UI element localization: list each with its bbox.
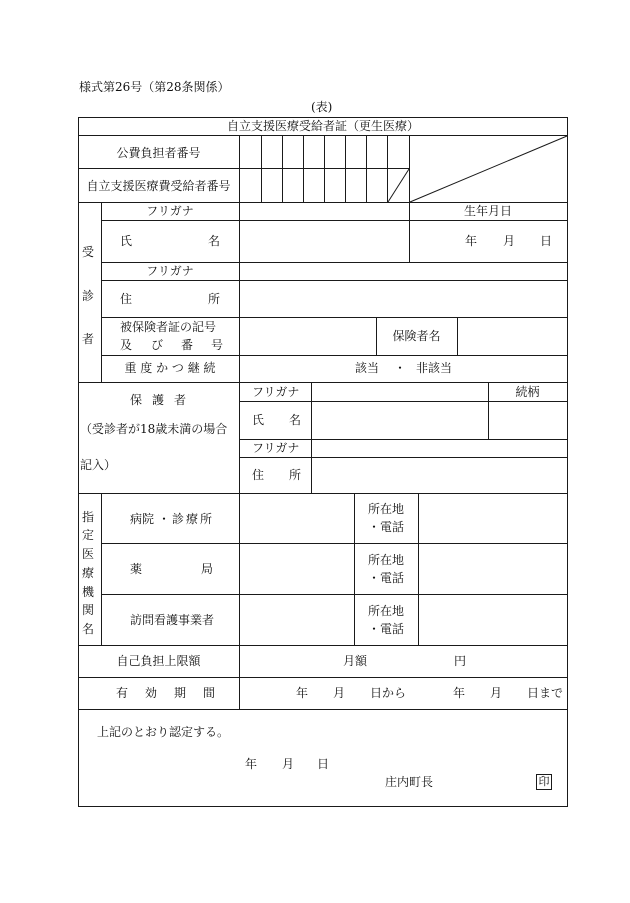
insurance-label-char-3: 番 (181, 338, 194, 352)
guardian-address-label-1: 住 (252, 468, 265, 482)
validity-label-4: 間 (203, 686, 216, 700)
facility-group-char-4: 療 (81, 566, 94, 580)
pharmacy-label-2: 局 (201, 562, 214, 576)
cert-month: 月 (282, 757, 295, 771)
facility-group-char-6: 関 (81, 603, 94, 617)
copay-limit-label: 自己負担上限額 (116, 654, 201, 668)
guardian-title-char-3: 者 (174, 393, 187, 407)
seal-box: 印 (536, 774, 552, 790)
hospital-label-2: ・ (158, 512, 171, 526)
public-payer-label: 公費負担者番号 (116, 146, 201, 160)
valid-to-month: 月 (490, 686, 503, 700)
certification-statement: 上記のとおり認定する。 (97, 725, 230, 739)
nursing-location-line1: 所在地 (368, 604, 405, 618)
hospital-location-line2: ・電話 (368, 520, 405, 534)
insurer-name-label: 保険者名 (392, 329, 441, 343)
recipient-number-label: 自立支援医療費受給者番号 (86, 179, 231, 193)
pharmacy-location-line1: 所在地 (368, 553, 405, 567)
guardian-name-label-2: 名 (289, 413, 302, 427)
hospital-label-3: 診 (172, 512, 185, 526)
guardian-furigana-label: フリガナ (252, 385, 300, 399)
pharmacy-location-line2: ・電話 (368, 571, 405, 585)
form-title: 自立支援医療受給者証（更生医療） (226, 119, 419, 133)
relation-label: 続柄 (515, 385, 540, 399)
cert-year: 年 (245, 757, 258, 771)
patient-group-char-3: 者 (81, 332, 94, 346)
severe-option-sep: ・ (394, 361, 407, 375)
validity-label-2: 効 (145, 686, 158, 700)
birth-year: 年 (465, 234, 478, 248)
insurance-label-char-1: 及 (120, 338, 133, 352)
guardian-title-char-1: 保 (130, 393, 143, 407)
name-label-1: 氏 (120, 234, 133, 248)
guardian-note-line2: 記入） (80, 458, 117, 472)
guardian-address-label-2: 所 (289, 468, 302, 482)
side-label: (表) (311, 100, 333, 114)
guardian-title-char-2: 護 (152, 393, 165, 407)
home-nursing-label: 訪問看護事業者 (130, 613, 215, 627)
name-label-2: 名 (208, 234, 221, 248)
facility-group-char-1: 指 (81, 510, 94, 524)
hospital-location-line1: 所在地 (368, 502, 405, 516)
monthly-amount-label: 月額 (343, 654, 368, 668)
yen-label: 円 (454, 654, 467, 668)
patient-group-char-2: 診 (81, 289, 94, 303)
form-number: 様式第26号（第28条関係） (79, 80, 230, 94)
insurance-label-char-2: び (151, 338, 164, 352)
guardian-address-furigana-label: フリガナ (252, 441, 300, 455)
birth-day: 日 (540, 234, 553, 248)
insurance-label-line1: 被保険者証の記号 (120, 320, 217, 334)
birth-month: 月 (503, 234, 516, 248)
insurance-label-char-4: 号 (211, 338, 224, 352)
facility-group-char-3: 医 (81, 547, 94, 561)
hospital-label-1: 病院 (130, 512, 155, 526)
hospital-label-5: 所 (200, 512, 213, 526)
issuer-name: 庄内町長 (385, 775, 434, 789)
patient-group-char-1: 受 (81, 245, 94, 259)
patient-furigana-label: フリガナ (146, 204, 194, 218)
facility-group-char-7: 名 (81, 622, 94, 636)
address-label-2: 所 (208, 292, 221, 306)
valid-to-day: 日まで (527, 686, 564, 700)
valid-from-day: 日から (370, 686, 407, 700)
severe-option-yes: 該当 (355, 361, 380, 375)
cert-day: 日 (317, 757, 330, 771)
severe-continuous-label: 重 度 か つ 継 続 (124, 361, 216, 375)
validity-label-1: 有 (116, 686, 129, 700)
facility-group-char-5: 機 (81, 585, 94, 599)
valid-to-year: 年 (453, 686, 466, 700)
nursing-location-line2: ・電話 (368, 622, 405, 636)
pharmacy-label-1: 薬 (130, 562, 143, 576)
address-label-1: 住 (120, 292, 133, 306)
guardian-name-label-1: 氏 (252, 413, 265, 427)
validity-label-3: 期 (174, 686, 187, 700)
birthdate-label: 生年月日 (463, 204, 512, 218)
valid-from-month: 月 (333, 686, 346, 700)
valid-from-year: 年 (296, 686, 309, 700)
address-furigana-label: フリガナ (146, 264, 194, 278)
hospital-label-4: 療 (186, 512, 199, 526)
severe-option-no: 非該当 (416, 361, 453, 375)
facility-group-char-2: 定 (81, 528, 94, 542)
guardian-note-line1: （受診者が18歳未満の場合 (80, 422, 228, 436)
